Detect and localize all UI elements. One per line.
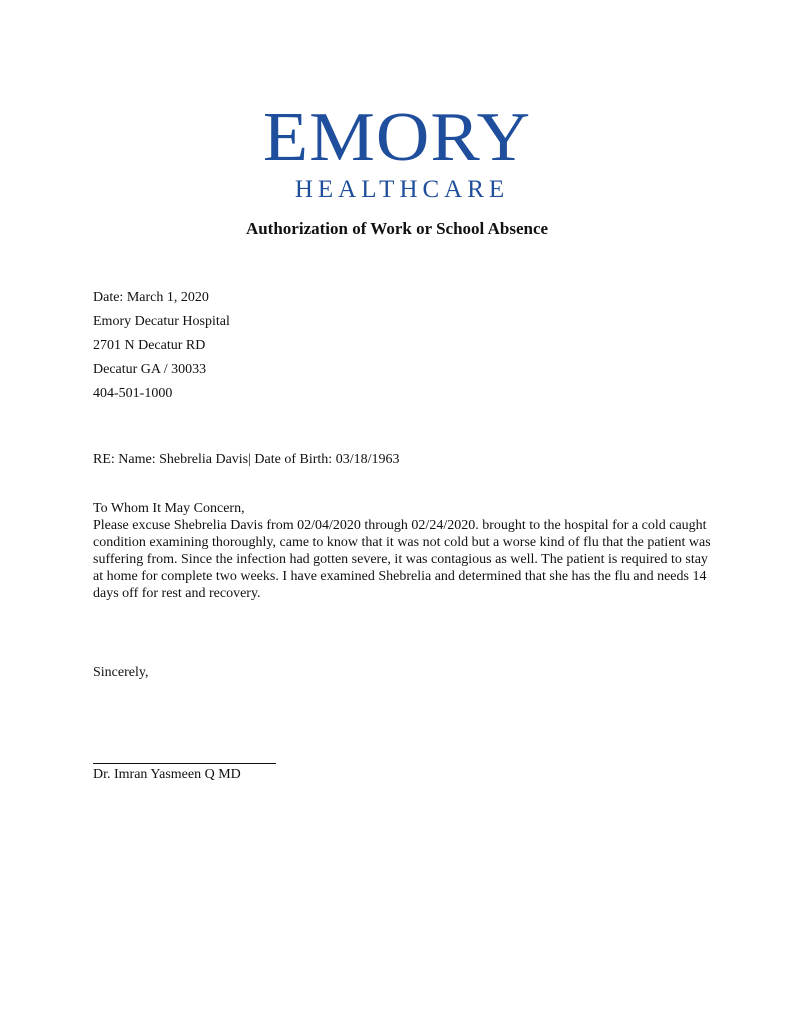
logo-wordmark: EMORY [262,98,532,176]
body-paragraph: Please excuse Shebrelia Davis from 02/04/2020 through 02/24/2020. brought to the hospital for a cold caught condition examining thoroughly, came to know that it was not cold but a worse kind of flu that the patient was suffering from. Since the infection had gotten severe, it was contagious as well. The patient is required to stay at home for complete two weeks. I have examined Shebrelia and determined that she has the flu and needs 14 days off for rest and recovery. [93,518,711,601]
phone-number: 404-501-1000 [93,386,173,401]
closing: Sincerely, [93,665,149,680]
signer-name: Dr. Imran Yasmeen Q MD [93,767,241,782]
date-line: Date: March 1, 2020 [93,290,209,305]
document-title: Authorization of Work or School Absence [245,219,549,238]
re-line: RE: Name: Shebrelia Davis| Date of Birth: 03/18/1963 [93,452,400,467]
salutation: To Whom It May Concern, [93,501,245,516]
signature-line [93,763,276,764]
city-zip: Decatur GA / 30033 [93,362,207,377]
logo-subtitle: HEALTHCARE [294,176,510,203]
hospital-name: Emory Decatur Hospital [93,314,230,329]
street-address: 2701 N Decatur RD [93,338,206,353]
